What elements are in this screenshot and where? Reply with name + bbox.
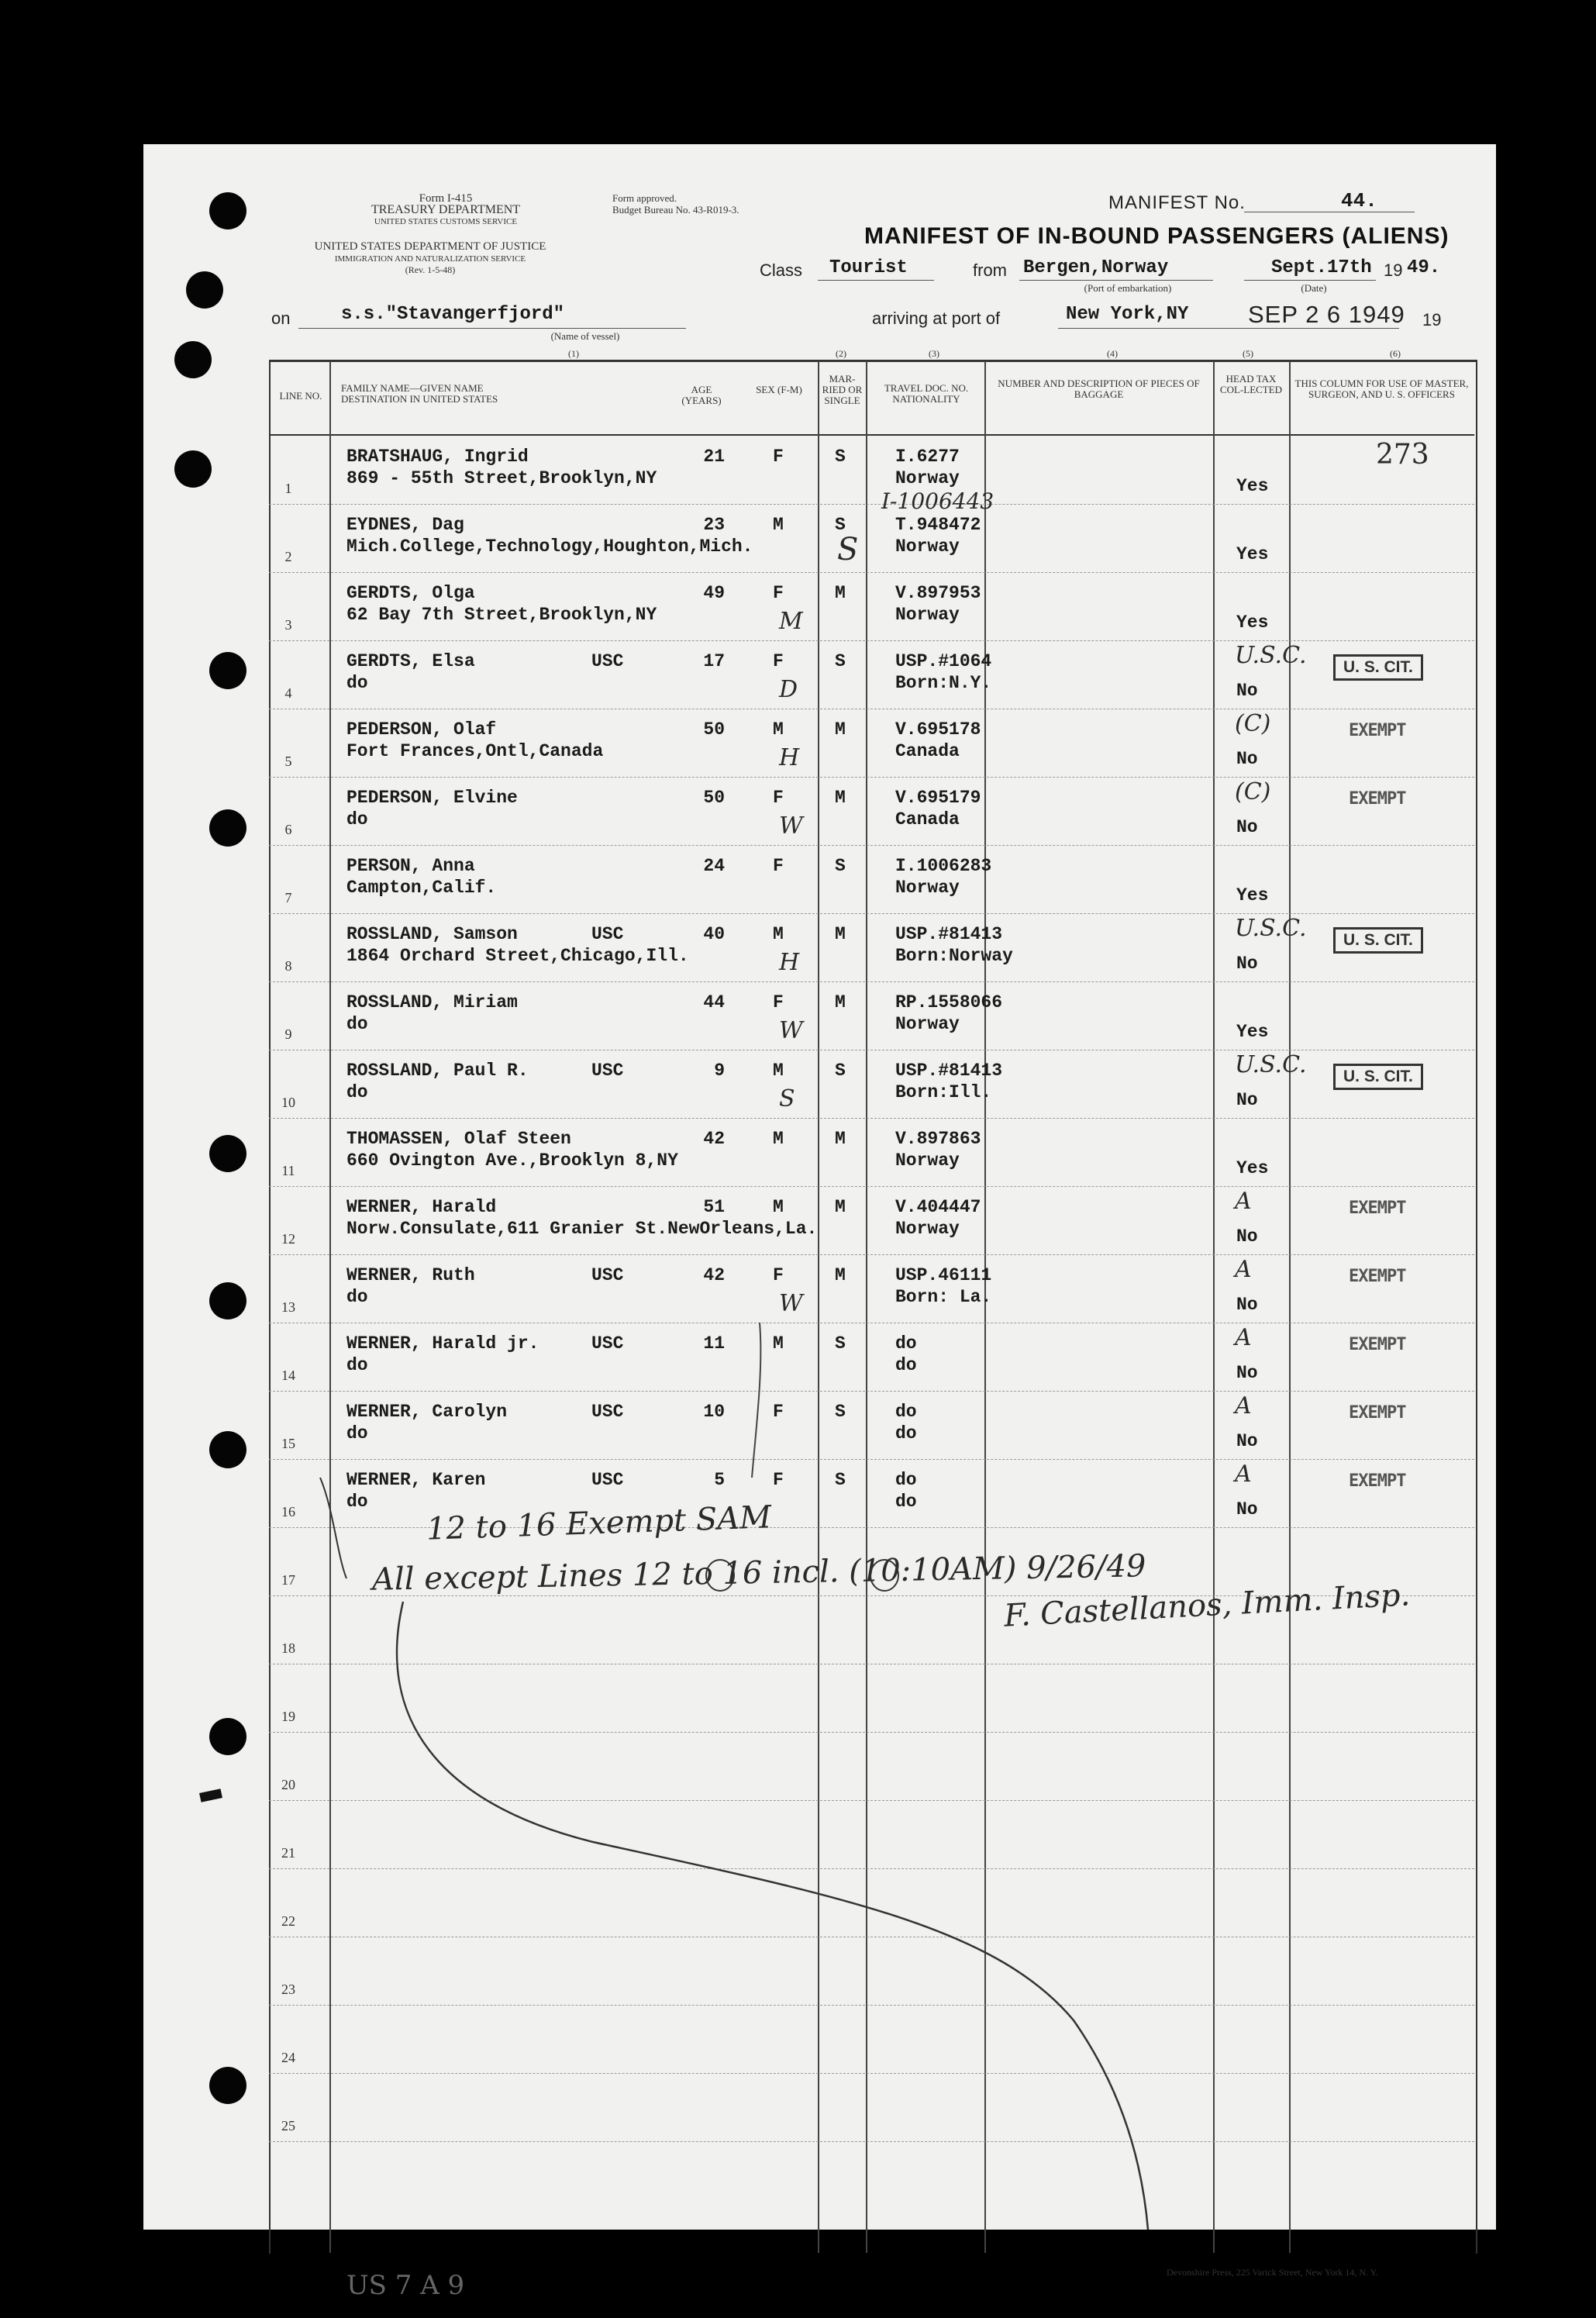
row-separator — [269, 2073, 1474, 2074]
passenger-name: PEDERSON, Elvine — [346, 788, 518, 808]
passenger-name: ROSSLAND, Samson — [346, 924, 518, 944]
marital-status: S — [835, 651, 846, 671]
nationality: Norway — [895, 536, 960, 557]
sex: M — [773, 924, 784, 944]
row-separator — [269, 2005, 1474, 2006]
line-number: 23 — [281, 1982, 295, 1997]
nationality: do — [895, 1492, 917, 1512]
line-number: 19 — [281, 1709, 295, 1724]
head-tax-note: U.S.C. — [1235, 642, 1307, 669]
sex-annotation: H — [779, 949, 800, 976]
passenger-name: WERNER, Karen — [346, 1470, 486, 1490]
header-baggage: NUMBER AND DESCRIPTION OF PIECES OF BAGGAGE — [998, 378, 1200, 400]
sex-annotation: W — [779, 1290, 803, 1317]
head-tax: No — [1236, 681, 1258, 701]
from-label: from — [973, 260, 1007, 280]
row-separator — [269, 1868, 1474, 1869]
age: 21 — [703, 447, 725, 467]
header-married-single: MAR-RIED OR SINGLE — [822, 373, 863, 406]
citizenship-marker: USC — [591, 1470, 624, 1490]
table-row — [143, 436, 1496, 514]
line-number: 13 — [281, 1299, 295, 1315]
sex-annotation: W — [779, 812, 803, 840]
nationality: Norway — [895, 468, 960, 488]
sex: M — [773, 1197, 784, 1217]
passenger-name: WERNER, Harald jr. — [346, 1333, 539, 1354]
marital-status: M — [835, 1129, 846, 1149]
sex: M — [773, 1333, 784, 1354]
margin-note: US 7 A 9 — [346, 2270, 465, 2301]
passenger-name: WERNER, Harald — [346, 1197, 497, 1217]
destination: do — [346, 1423, 368, 1444]
us-citizen-stamp: U. S. CIT. — [1333, 654, 1423, 681]
head-tax: Yes — [1236, 612, 1269, 633]
table-row — [143, 504, 1496, 572]
table-row — [143, 1254, 1496, 1323]
travel-document: do — [895, 1402, 917, 1422]
column-number: (1) — [568, 348, 579, 359]
destination: do — [346, 1492, 368, 1512]
age: 24 — [703, 856, 725, 876]
passenger-name: ROSSLAND, Paul R. — [346, 1061, 529, 1081]
passenger-name: GERDTS, Olga — [346, 583, 475, 603]
head-tax: Yes — [1236, 1158, 1269, 1178]
us-citizen-stamp: U. S. CIT. — [1333, 1064, 1423, 1090]
class-label: Class — [760, 260, 803, 280]
marital-status: M — [835, 924, 846, 944]
header-sex: SEX (F-M) — [756, 384, 802, 395]
passenger-name: PEDERSON, Olaf — [346, 719, 497, 740]
table-row — [143, 1186, 1496, 1254]
exempt-stamp: EXEMPT — [1349, 789, 1406, 809]
column-number: (2) — [836, 348, 846, 359]
sex: F — [773, 1265, 784, 1285]
marital-status: S — [835, 1333, 846, 1354]
age: 11 — [703, 1333, 725, 1354]
sex: F — [773, 1402, 784, 1422]
sex: F — [773, 992, 784, 1012]
line-number: 11 — [281, 1163, 295, 1178]
nationality: Canada — [895, 741, 960, 761]
age: 51 — [703, 1197, 725, 1217]
sex: M — [773, 1129, 784, 1149]
marital-status: S — [835, 1061, 846, 1081]
row-separator — [269, 2141, 1474, 2142]
exempt-stamp: EXEMPT — [1349, 1267, 1406, 1286]
line-number: 5 — [284, 754, 292, 769]
travel-document: USP.#81413 — [895, 924, 1003, 944]
line-number: 14 — [281, 1368, 295, 1383]
nationality: Born: La. — [895, 1287, 992, 1307]
form-number: Form I-415 — [419, 192, 473, 205]
destination: do — [346, 1082, 368, 1102]
customs-service: UNITED STATES CUSTOMS SERVICE — [374, 217, 518, 226]
header-name-destination: FAMILY NAME—GIVEN NAME DESTINATION IN UNITED STATES — [341, 382, 498, 405]
head-tax-note: U.S.C. — [1235, 1051, 1307, 1078]
head-tax-note: U.S.C. — [1235, 915, 1307, 942]
citizenship-marker: USC — [591, 1265, 624, 1285]
head-tax: Yes — [1236, 544, 1269, 564]
head-tax: No — [1236, 1499, 1258, 1519]
header-age: AGE (YEARS) — [681, 384, 722, 406]
line-number: 18 — [281, 1640, 295, 1656]
header-line-no: LINE NO. — [279, 390, 322, 402]
us-citizen-stamp: U. S. CIT. — [1333, 927, 1423, 954]
line-number: 24 — [281, 2050, 295, 2065]
sex: M — [773, 1061, 784, 1081]
sex-annotation: W — [779, 1017, 803, 1044]
destination: do — [346, 1014, 368, 1034]
travel-document: I.6277 — [895, 447, 960, 467]
arrival-year-prefix: 19 — [1422, 310, 1442, 329]
departure-year: 49. — [1407, 257, 1441, 278]
vessel-caption: (Name of vessel) — [550, 330, 620, 342]
passenger-name: ROSSLAND, Miriam — [346, 992, 518, 1012]
head-tax: No — [1236, 749, 1258, 769]
binder-hole — [174, 341, 212, 378]
sex: F — [773, 583, 784, 603]
head-tax-note: A — [1235, 1256, 1252, 1283]
age: 44 — [703, 992, 725, 1012]
destination: do — [346, 1355, 368, 1375]
age: 9 — [714, 1061, 725, 1081]
age: 50 — [703, 719, 725, 740]
travel-document: do — [895, 1333, 917, 1354]
passenger-name: WERNER, Ruth — [346, 1265, 475, 1285]
travel-document: I.1006283 — [895, 856, 992, 876]
arrival-port: New York,NY — [1066, 304, 1189, 325]
table-row — [143, 1459, 1496, 1527]
line-number: 9 — [284, 1026, 292, 1042]
ins-service: IMMIGRATION AND NATURALIZATION SERVICE — [334, 254, 526, 264]
sex: F — [773, 856, 784, 876]
date-line — [1244, 279, 1376, 281]
destination: 1864 Orchard Street,Chicago,Ill. — [346, 946, 689, 966]
line-number: 17 — [281, 1572, 295, 1588]
header-head-tax: HEAD TAX COL-LECTED — [1219, 373, 1283, 395]
destination: 660 Ovington Ave.,Brooklyn 8,NY — [346, 1150, 678, 1171]
exempt-stamp: EXEMPT — [1349, 721, 1406, 740]
age: 17 — [703, 651, 725, 671]
row-separator — [269, 1732, 1474, 1733]
handwritten-document-number: I-1006443 — [881, 488, 994, 514]
head-tax-note: (C) — [1235, 778, 1271, 805]
marital-status: S — [835, 447, 846, 467]
travel-document: V.695178 — [895, 719, 981, 740]
arriving-label: arriving at port of — [872, 309, 1001, 328]
head-tax: Yes — [1236, 1022, 1269, 1042]
table-row — [143, 1118, 1496, 1186]
travel-document: V.404447 — [895, 1197, 981, 1217]
handwritten-exempt-note: 12 to 16 Exempt SAM — [426, 1499, 772, 1547]
passenger-name: THOMASSEN, Olaf Steen — [346, 1129, 571, 1149]
on-label: on — [271, 309, 291, 328]
travel-document: RP.1558066 — [895, 992, 1003, 1012]
age: 23 — [703, 515, 725, 535]
sex: F — [773, 651, 784, 671]
head-tax: Yes — [1236, 476, 1269, 496]
marital-status: M — [835, 1265, 846, 1285]
destination: 62 Bay 7th Street,Brooklyn,NY — [346, 605, 657, 625]
sex-annotation: H — [779, 744, 800, 771]
departure-date: Sept.17th — [1271, 257, 1372, 278]
marital-status: M — [835, 992, 846, 1012]
line-number: 25 — [281, 2118, 295, 2133]
line-number: 12 — [281, 1231, 295, 1247]
form-revision: (Rev. 1-5-48) — [405, 264, 456, 275]
sex-annotation: D — [779, 676, 798, 703]
column-number: (4) — [1107, 348, 1118, 359]
head-tax-note: A — [1235, 1188, 1252, 1215]
table-row — [143, 1391, 1496, 1459]
table-row — [143, 981, 1496, 1050]
destination: do — [346, 1287, 368, 1307]
nationality: Norway — [895, 1014, 960, 1034]
binder-hole — [209, 2067, 246, 2104]
head-tax: No — [1236, 817, 1258, 837]
head-tax: No — [1236, 1226, 1258, 1247]
ink-mark — [199, 1789, 222, 1802]
handwritten-release-note: All except Lines 12 to 16 incl. (10:10AM) 9/26/49 — [371, 1548, 1146, 1598]
line-number: 8 — [284, 958, 292, 974]
destination: Campton,Calif. — [346, 878, 497, 898]
marital-status: S — [835, 856, 846, 876]
citizenship-marker: USC — [591, 1402, 624, 1422]
form-approved: Form approved. — [612, 192, 677, 204]
table-row — [143, 572, 1496, 640]
exempt-stamp: EXEMPT — [1349, 1199, 1406, 1218]
sex: F — [773, 447, 784, 467]
marital-status: S — [835, 1470, 846, 1490]
nationality: Norway — [895, 878, 960, 898]
head-tax-note: A — [1235, 1324, 1252, 1351]
nationality: Norway — [895, 605, 960, 625]
nationality: do — [895, 1355, 917, 1375]
manifest-number-label: MANIFEST No. — [1108, 192, 1246, 213]
column-number: (5) — [1243, 348, 1253, 359]
travel-document: USP.46111 — [895, 1265, 992, 1285]
from-line — [1019, 279, 1213, 281]
column-number: (6) — [1390, 348, 1401, 359]
destination: 869 - 55th Street,Brooklyn,NY — [346, 468, 657, 488]
nationality: Norway — [895, 1150, 960, 1171]
table-row — [143, 1050, 1496, 1118]
marital-status: M — [835, 788, 846, 808]
date-caption: (Date) — [1301, 282, 1327, 294]
age: 49 — [703, 583, 725, 603]
head-tax: No — [1236, 954, 1258, 974]
line-number: 21 — [281, 1845, 295, 1861]
vessel-line — [298, 327, 686, 329]
marital-status: M — [835, 583, 846, 603]
binder-hole — [209, 1718, 246, 1755]
sex: F — [773, 788, 784, 808]
year-prefix: 19 — [1384, 260, 1403, 280]
head-tax-note: A — [1235, 1392, 1252, 1419]
budget-bureau: Budget Bureau No. 43-R019-3. — [612, 204, 739, 216]
head-tax: No — [1236, 1295, 1258, 1315]
sex: M — [773, 719, 784, 740]
exempt-stamp: EXEMPT — [1349, 1471, 1406, 1491]
travel-document: do — [895, 1470, 917, 1490]
travel-document: V.695179 — [895, 788, 981, 808]
class-value: Tourist — [829, 257, 908, 278]
manifest-number-line — [1244, 211, 1415, 212]
destination: Norw.Consulate,611 Granier St.NewOrleans,La. — [346, 1219, 818, 1239]
column-number: (3) — [929, 348, 939, 359]
line-number: 10 — [281, 1095, 295, 1110]
line-number: 15 — [281, 1436, 295, 1451]
passenger-name: WERNER, Carolyn — [346, 1402, 508, 1422]
header-travel-doc: TRAVEL DOC. NO. NATIONALITY — [884, 382, 969, 405]
inspector-signature: F. Castellanos, Imm. Insp. — [1003, 1577, 1412, 1634]
travel-document: V.897863 — [895, 1129, 981, 1149]
passenger-name: GERDTS, Elsa — [346, 651, 475, 671]
age: 42 — [703, 1129, 725, 1149]
destination: Mich.College,Technology,Houghton,Mich. — [346, 536, 753, 557]
table-row — [143, 777, 1496, 845]
travel-document: USP.#1064 — [895, 651, 992, 671]
citizenship-marker: USC — [591, 1333, 624, 1354]
exempt-stamp: EXEMPT — [1349, 1335, 1406, 1354]
treasury-department: TREASURY DEPARTMENT — [371, 203, 521, 216]
line-number: 6 — [284, 822, 292, 837]
line-number: 3 — [284, 617, 292, 633]
table-row — [143, 845, 1496, 913]
head-tax-note: (C) — [1235, 710, 1271, 737]
manifest-sheet — [143, 144, 1496, 2301]
exempt-stamp: EXEMPT — [1349, 1403, 1406, 1423]
port-embarkation-caption: (Port of embarkation) — [1084, 282, 1172, 294]
travel-document: USP.#81413 — [895, 1061, 1003, 1081]
vessel-name: s.s."Stavangerfjord" — [341, 304, 565, 325]
head-tax: No — [1236, 1090, 1258, 1110]
header-officers-column: THIS COLUMN FOR USE OF MASTER, SURGEON, AND U. S. OFFICERS — [1294, 378, 1469, 400]
citizenship-marker: USC — [591, 651, 624, 671]
binder-hole — [186, 271, 223, 309]
line-number: 20 — [281, 1777, 295, 1792]
marital-status: S — [835, 515, 846, 535]
line-number: 1 — [284, 481, 292, 496]
nationality: Canada — [895, 809, 960, 830]
head-tax: Yes — [1236, 885, 1269, 905]
line-number: 22 — [281, 1913, 295, 1929]
age: 5 — [714, 1470, 725, 1490]
head-tax-note: A — [1235, 1461, 1252, 1488]
sex-annotation: M — [779, 608, 803, 635]
department-of-justice: UNITED STATES DEPARTMENT OF JUSTICE — [314, 240, 546, 253]
age: 42 — [703, 1265, 725, 1285]
sex: M — [773, 515, 784, 535]
row-separator — [269, 1800, 1474, 1801]
sex: F — [773, 1470, 784, 1490]
destination: Fort Frances,Ontl,Canada — [346, 741, 604, 761]
manifest-number: 44. — [1341, 189, 1377, 212]
age: 40 — [703, 924, 725, 944]
marital-status: S — [835, 1402, 846, 1422]
line-number: 2 — [284, 549, 292, 564]
line-number: 4 — [284, 685, 292, 701]
table-row — [143, 709, 1496, 777]
citizenship-marker: USC — [591, 1061, 624, 1081]
sex-annotation: S — [779, 1085, 795, 1112]
officer-number: 273 — [1376, 439, 1429, 471]
destination: do — [346, 673, 368, 693]
age: 50 — [703, 788, 725, 808]
travel-document: V.897953 — [895, 583, 981, 603]
line-number: 16 — [281, 1504, 295, 1519]
manifest-title: MANIFEST OF IN-BOUND PASSENGERS (ALIENS) — [864, 223, 1449, 249]
head-tax: No — [1236, 1363, 1258, 1383]
port-of-embarkation: Bergen,Norway — [1023, 257, 1169, 278]
binder-hole — [209, 192, 246, 229]
destination: do — [346, 809, 368, 830]
printer-imprint: Devonshire Press, 225 Varick Street, New York 14, N. Y. — [1167, 2267, 1378, 2278]
nationality: Born:Norway — [895, 946, 1013, 966]
table-row — [143, 1323, 1496, 1391]
table-row — [143, 640, 1496, 709]
marital-status: M — [835, 719, 846, 740]
nationality: Born:N.Y. — [895, 673, 992, 693]
passenger-name: EYDNES, Dag — [346, 515, 464, 535]
nationality: do — [895, 1423, 917, 1444]
table-row — [143, 913, 1496, 981]
arrival-date-stamp: SEP 2 6 1949 — [1248, 301, 1405, 328]
class-line — [818, 279, 934, 281]
citizenship-marker: USC — [591, 924, 624, 944]
age: 10 — [703, 1402, 725, 1422]
marital-annotation: S — [837, 532, 859, 567]
travel-document: T.948472 — [895, 515, 981, 535]
passenger-name: PERSON, Anna — [346, 856, 475, 876]
passenger-name: BRATSHAUG, Ingrid — [346, 447, 529, 467]
head-tax: No — [1236, 1431, 1258, 1451]
nationality: Norway — [895, 1219, 960, 1239]
nationality: Born:Ill. — [895, 1082, 992, 1102]
line-number: 7 — [284, 890, 292, 905]
marital-status: M — [835, 1197, 846, 1217]
